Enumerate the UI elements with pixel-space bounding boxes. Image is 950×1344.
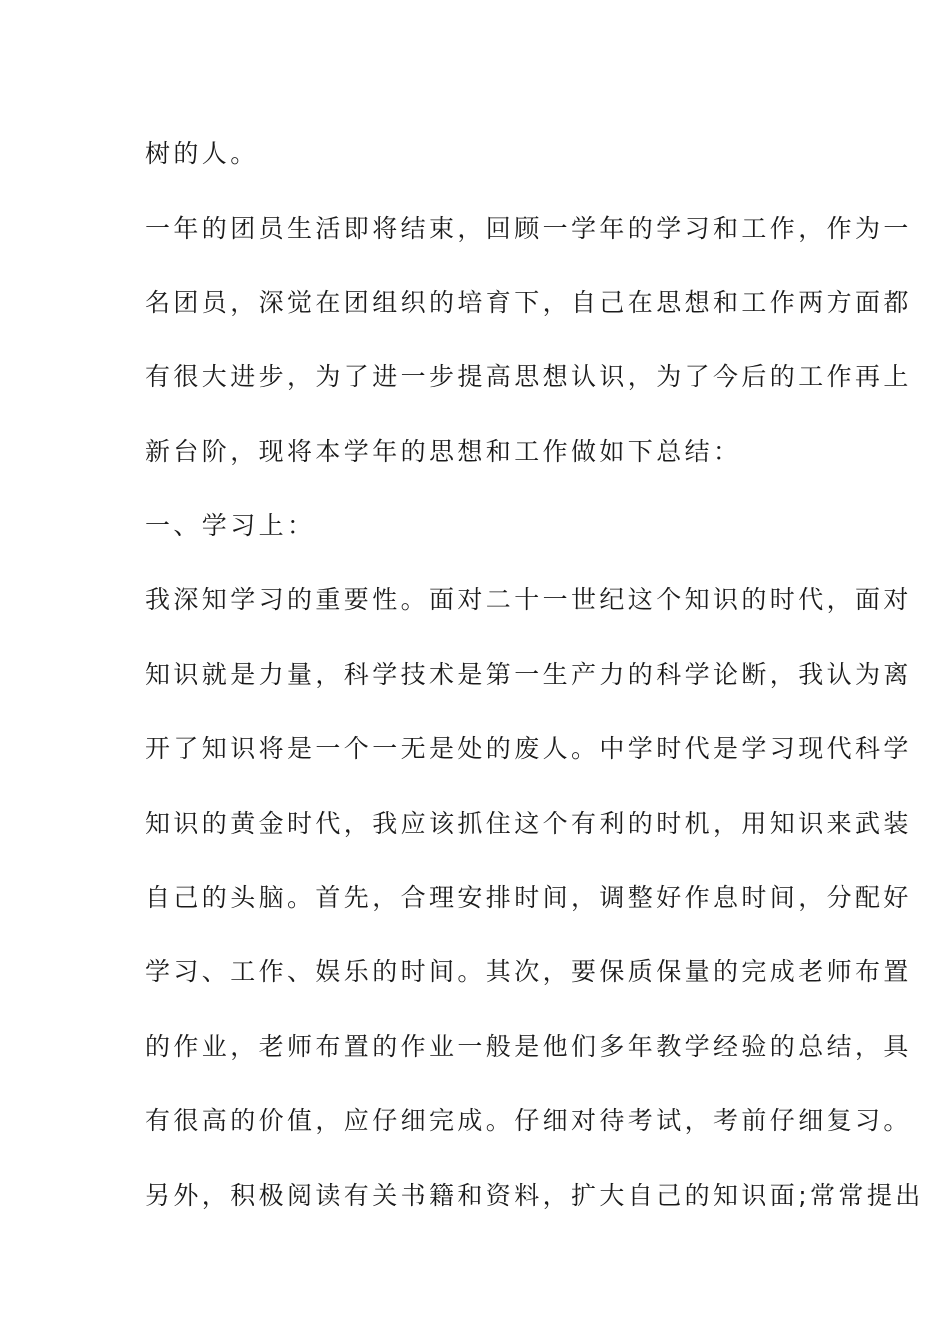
text-line: 知识的黄金时代，我应该抓住这个有利的时机，用知识来武装 xyxy=(145,809,912,838)
section-heading: 一、学习上： xyxy=(145,511,316,540)
text-line: 树的人。 xyxy=(145,139,259,168)
text-line: 知识就是力量，科学技术是第一生产力的科学论断，我认为离 xyxy=(145,660,912,689)
text-line: 名团员，深觉在团组织的培育下，自己在思想和工作两方面都 xyxy=(145,288,912,317)
text-line: 另外，积极阅读有关书籍和资料，扩大自己的知识面;常常提出 xyxy=(145,1181,924,1210)
text-line: 的作业，老师布置的作业一般是他们多年教学经验的总结，具 xyxy=(145,1032,912,1061)
text-line: 自己的头脑。首先，合理安排时间，调整好作息时间，分配好 xyxy=(145,883,912,912)
text-line: 开了知识将是一个一无是处的废人。中学时代是学习现代科学 xyxy=(145,734,912,763)
text-line: 我深知学习的重要性。面对二十一世纪这个知识的时代，面对 xyxy=(145,585,912,614)
text-line: 学习、工作、娱乐的时间。其次，要保质保量的完成老师布置 xyxy=(145,957,912,986)
text-line: 一年的团员生活即将结束，回顾一学年的学习和工作，作为一 xyxy=(145,214,912,243)
text-line: 新台阶，现将本学年的思想和工作做如下总结： xyxy=(145,437,742,466)
text-line: 有很大进步，为了进一步提高思想认识，为了今后的工作再上 xyxy=(145,362,912,391)
text-line: 有很高的价值，应仔细完成。仔细对待考试，考前仔细复习。 xyxy=(145,1106,912,1135)
